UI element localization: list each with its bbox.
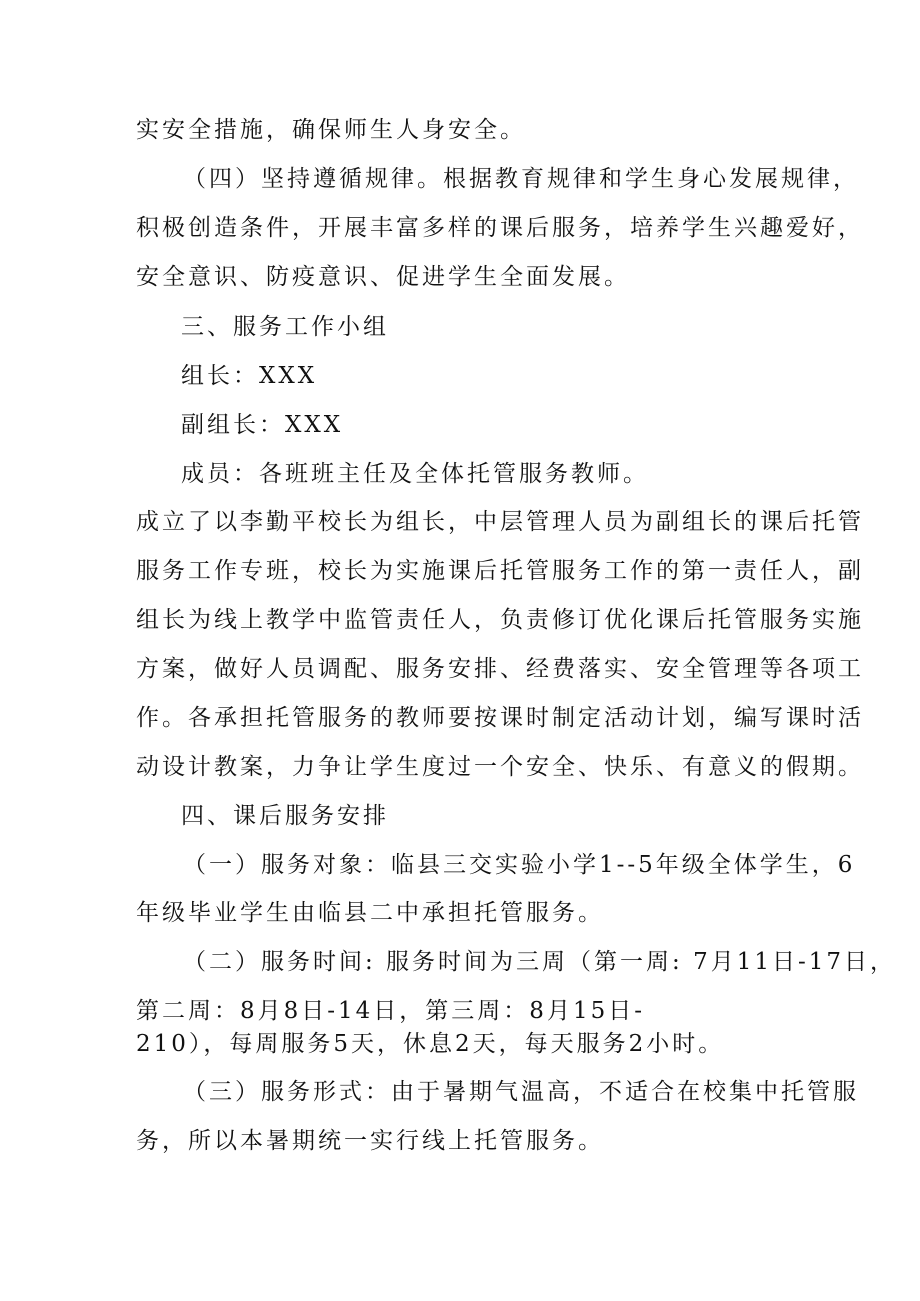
paragraph-line: 年级毕业学生由临县二中承担托管服务。 [136,900,604,926]
paragraph-line: 积极创造条件，开展丰富多样的课后服务，培养学生兴趣爱好， [136,215,864,241]
paragraph-line: 组长为线上教学中监管责任人，负责修订优化课后托管服务实施 [136,607,864,633]
paragraph-line: 服务工作专班，校长为实施课后托管服务工作的第一责任人，副 [136,558,864,584]
paragraph-line: 成立了以李勤平校长为组长，中层管理人员为副组长的课后托管 [136,509,864,535]
section-heading: 三、服务工作小组 [181,314,389,340]
paragraph-line: 方案，做好人员调配、服务安排、经费落实、安全管理等各项工 [136,656,864,682]
paragraph-line: 动设计教案，力争让学生度过一个安全、快乐、有意义的假期。 [136,754,864,780]
team-leader: 组长：XXX [181,363,318,389]
paragraph-line: 210），每周服务5天，休息2天，每天服务2小时。 [136,1031,725,1057]
paragraph-line: （一）服务对象：临县三交实验小学1--5年级全体学生，6 [183,852,856,878]
paragraph-line: 第二周：8月8日-14日，第三周：8月15日- [136,998,645,1024]
paragraph-line: （三）服务形式：由于暑期气温高，不适合在校集中托管服 [183,1079,859,1105]
team-deputy-leader: 副组长：XXX [181,412,344,438]
team-members: 成员：各班班主任及全体托管服务教师。 [181,461,649,487]
paragraph-line: 安全意识、防疫意识、促进学生全面发展。 [136,264,630,290]
paragraph-line: （四）坚持遵循规律。根据教育规律和学生身心发展规律， [183,166,859,192]
paragraph-line: 作。各承担托管服务的教师要按课时制定活动计划，编写课时活 [136,705,864,731]
paragraph-line: 实安全措施，确保师生人身安全。 [136,117,526,143]
paragraph-line: 务，所以本暑期统一实行线上托管服务。 [136,1128,604,1154]
paragraph-line: （二）服务时间: 服务时间为三周（第一周: 7月11日-17日， [183,949,897,975]
section-heading: 四、课后服务安排 [181,803,389,829]
